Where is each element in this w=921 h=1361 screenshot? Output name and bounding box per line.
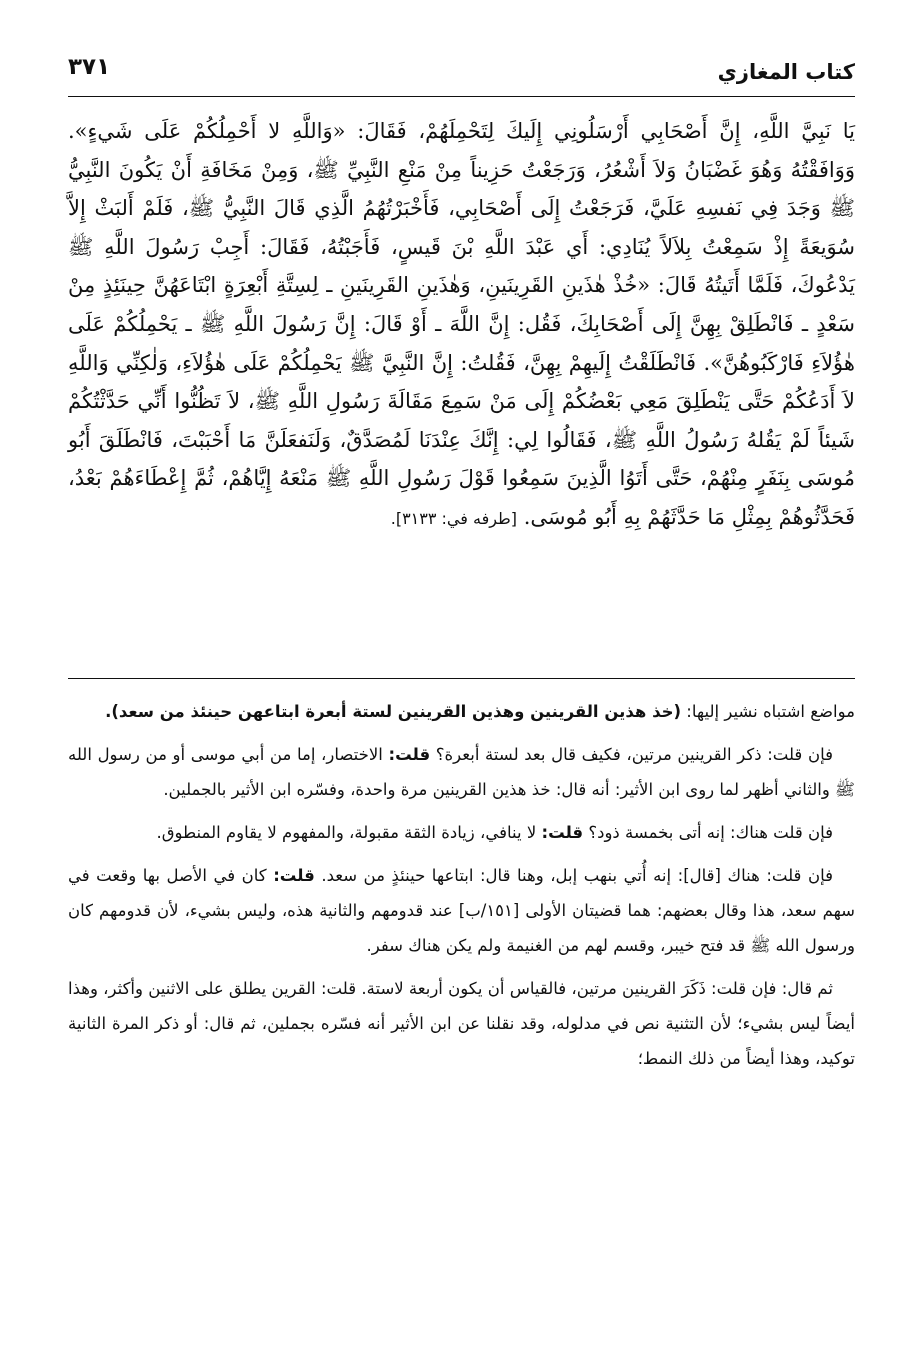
commentary-paragraph-3: [68, 858, 855, 963]
p1-qult: قلت:: [388, 745, 431, 764]
commentary-paragraph-1: [68, 737, 855, 807]
p3-question: فإن قلت: هناك [قال]: إنه أُتي بنهب إبل، وهنا قال: ابتاعها حينئذٍ من سعد.: [314, 866, 834, 885]
p2-question: فإن قلت هناك: إنه أتى بخمسة ذود؟: [583, 823, 833, 842]
p2-answer: لا ينافي، زيادة الثقة مقبولة، والمفهوم لا يقاوم المنطوق.: [156, 823, 542, 842]
book-page: [68, 0, 855, 1361]
p3-qult: قلت:: [273, 866, 315, 885]
commentary-paragraph-4: [68, 971, 855, 1076]
commentary-paragraph-2: [68, 815, 855, 850]
p4-text: ثم قال: فإن قلت: ذَكَرَ القرينين مرتين، فالقياس أن يكون أربعة لاستة. قلت: القرين يطلق على الاثنين وأكثر، وهذا أيضاً ليس بشيء؛ لأن التثنية نص في مدلوله، وقد نقلنا عن ابن الأثير أنه فسّره بجملين، ثم قال: أو ذكر المرة الثانية توكيد، وهذا أيضاً من ذلك النمط؛: [68, 979, 855, 1068]
footnote-separator: [68, 678, 855, 679]
commentary-block: [68, 694, 855, 1084]
page-header: [68, 52, 855, 97]
p3-answer: كان في الأصل بها وقعت في سهم سعد، هذا وقال بعضهم: هما قضيتان الأولى [١٥١/ب] عند قدومهم والثانية هذه، وليس بشيء، لأن قدومهم كان ورسول الله ﷺ قد فتح خيبر، وقسم لهم من الغنيمة ولم يكن هناك سفر.: [68, 866, 856, 955]
intro-quote: (خذ هذين القرينين وهذين القرينين لستة أبعرة ابتاعهن حينئذ من سعد).: [105, 702, 682, 721]
intro-label: مواضع اشتباه نشير إليها:: [681, 702, 855, 721]
commentary-intro: [68, 694, 855, 729]
p1-answer: الاختصار، إما من أبي موسى أو من رسول الله ﷺ والثاني أظهر لما روى ابن الأثير: أنه قال: خذ هذين القرينين مرة واحدة، وفسّره ابن الأثير بالجملين.: [68, 745, 855, 799]
page-number: ٣٧١: [68, 54, 111, 80]
hadith-reference: [طرفه في: ٣١٣٣].: [390, 508, 518, 528]
hadith-text: يَا نَبِيَّ اللَّهِ، إِنَّ أَصْحَابِي أَرْسَلُونِي إِلَيكَ لِتَحْمِلَهُمْ، فَقَالَ: «وَاللَّهِ لا أَحْمِلُكُمْ عَلَى شَيءٍ». وَوَافَقْتُهُ وَهُوَ غَضْبَانُ وَلاَ أَشْعُرُ، وَرَجَعْتُ حَزِيناً مِنْ مَنْعِ النَّبِيِّ ﷺ، وَمِنْ مَخَافَةِ أَنْ يَكُونَ النَّبِيُّ ﷺ وَجَدَ فِي نَفسِهِ عَلَيَّ، فَرَجَعْتُ إِلَى أَصْحَابِي، فَأَخْبَرْتُهُمُ الَّذِي قَالَ النَّبِيُّ ﷺ، فَلَمْ أَلبَثْ إِلاَّ سُوَيعَةً إِذْ سَمِعْتُ بِلاَلاً يُنَادِي: أَي عَبْدَ اللَّهِ بْنَ قَيسٍ، فَأَجَبْتُهُ، فَقَالَ: أَجِبْ رَسُولَ اللَّهِ ﷺ يَدْعُوكَ، فَلَمَّا أَتَيتُهُ قَالَ: «خُذْ هٰذَينِ القَرِينَينِ، وَهٰذَينِ القَرِينَينِ ـ لِسِتَّةِ أَبْعِرَةٍ ابْتَاعَهُنَّ حِينَئِذٍ مِنْ سَعْدٍ ـ فَانْطَلِقْ بِهِنَّ إِلَى أَصْحَابِكَ، فَقُل: إِنَّ اللَّهَ ـ أَوْ قَالَ: إِنَّ رَسُولَ اللَّهِ ﷺ ـ يَحْمِلُكُمْ عَلَى هٰؤُلاَءِ فَارْكَبُوهُنَّ». فَانْطَلَقْتُ إِلَيهِمْ بِهِنَّ، فَقُلتُ: إِنَّ النَّبِيَّ ﷺ يَحْمِلُكُمْ عَلَى هٰؤُلاَءِ، وَلٰكِنِّي وَاللَّهِ لاَ أَدَعُكُمْ حَتَّى يَنْطَلِقَ مَعِي بَعْضُكُمْ إِلَى مَنْ سَمِعَ مَقَالَةَ رَسُولِ اللَّهِ ﷺ، لاَ تَظُنُّوا أَنِّي حَدَّثْتُكُمْ شَيئاً لَمْ يَقُلهُ رَسُولُ اللَّهِ ﷺ، فَقَالُوا لِي: إِنَّكَ عِنْدَنَا لَمُصَدَّقٌ، وَلَنَفعَلَنَّ مَا أَحْبَبْتَ، فَانْطَلَقَ أَبُو مُوسَى بِنَفَرٍ مِنْهُمْ، حَتَّى أَتَوُا الَّذِينَ سَمِعُوا قَوْلَ رَسُولِ اللَّهِ ﷺ مَنْعَهُ إِيَّاهُمْ، ثُمَّ إِعْطَاءَهُمْ بَعْدُ، فَحَدَّثُوهُمْ بِمِثْلِ مَا حَدَّثَهُمْ بِهِ أَبُو مُوسَى.: [68, 119, 855, 529]
book-title: كتاب المغازي: [717, 60, 855, 84]
hadith-text-block: [68, 112, 855, 539]
p1-question: فإن قلت: ذكر القرينين مرتين، فكيف قال بعد لستة أبعرة؟: [430, 745, 833, 764]
p2-qult: قلت:: [541, 823, 584, 842]
